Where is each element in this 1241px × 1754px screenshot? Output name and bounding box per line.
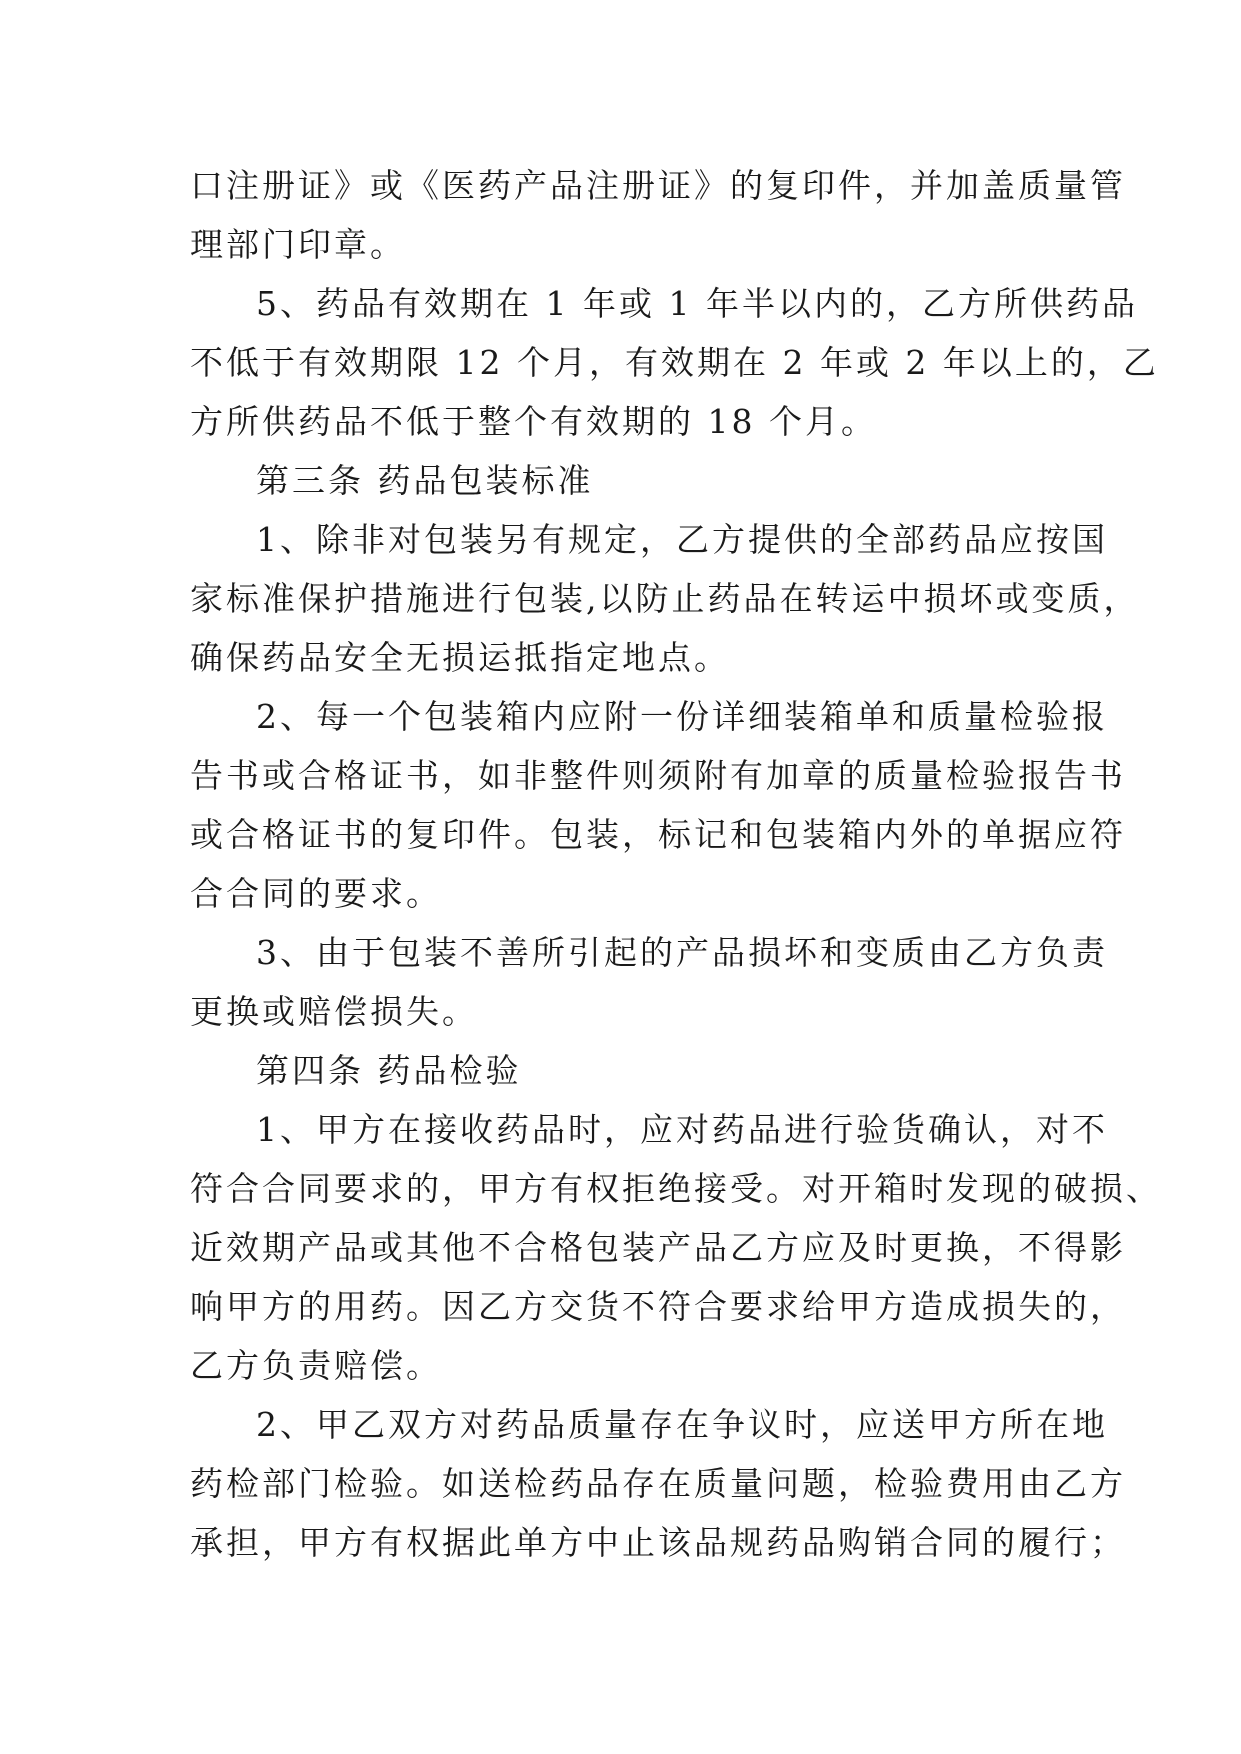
- text-line: 更换或赔偿损失。: [190, 992, 478, 1031]
- paragraph-start-line: 2、甲乙双方对药品质量存在争议时，应送甲方所在地: [256, 1405, 1108, 1444]
- text-line: 家标准保护措施进行包装,以防止药品在转运中损坏或变质，: [190, 579, 1140, 618]
- text-line: 或合格证书的复印件。包装，标记和包装箱内外的单据应符: [190, 815, 1126, 854]
- section-heading-article-4: 第四条 药品检验: [256, 1051, 522, 1090]
- text-line: 响甲方的用药。因乙方交货不符合要求给甲方造成损失的，: [190, 1287, 1126, 1326]
- paragraph-start-line: 1、除非对包装另有规定，乙方提供的全部药品应按国: [256, 520, 1108, 559]
- paragraph-start-line: 3、由于包装不善所引起的产品损坏和变质由乙方负责: [256, 933, 1108, 972]
- paragraph-start-line: 1、甲方在接收药品时，应对药品进行验货确认，对不: [256, 1110, 1108, 1149]
- text-line: 乙方负责赔偿。: [190, 1346, 442, 1385]
- text-line: 符合合同要求的，甲方有权拒绝接受。对开箱时发现的破损、: [190, 1169, 1162, 1208]
- text-line: 承担，甲方有权据此单方中止该品规药品购销合同的履行；: [190, 1523, 1126, 1562]
- text-line: 确保药品安全无损运抵指定地点。: [190, 638, 730, 677]
- paragraph-start-line: 5、药品有效期在 1 年或 1 年半以内的，乙方所供药品: [256, 284, 1138, 323]
- text-line: 近效期产品或其他不合格包装产品乙方应及时更换，不得影: [190, 1228, 1126, 1267]
- text-line: 理部门印章。: [190, 225, 406, 264]
- text-line: 药检部门检验。如送检药品存在质量问题，检验费用由乙方: [190, 1464, 1126, 1503]
- text-line: 口注册证》或《医药产品注册证》的复印件，并加盖质量管: [190, 166, 1126, 205]
- section-heading-article-3: 第三条 药品包装标准: [256, 461, 594, 500]
- document-page: [190, 156, 1162, 1572]
- text-line: 告书或合格证书，如非整件则须附有加章的质量检验报告书: [190, 756, 1126, 795]
- paragraph-start-line: 2、每一个包装箱内应附一份详细装箱单和质量检验报: [256, 697, 1108, 736]
- text-line: 不低于有效期限 12 个月，有效期在 2 年或 2 年以上的，乙: [190, 343, 1159, 382]
- text-line: 合合同的要求。: [190, 874, 442, 913]
- text-line: 方所供药品不低于整个有效期的 18 个月。: [190, 402, 877, 441]
